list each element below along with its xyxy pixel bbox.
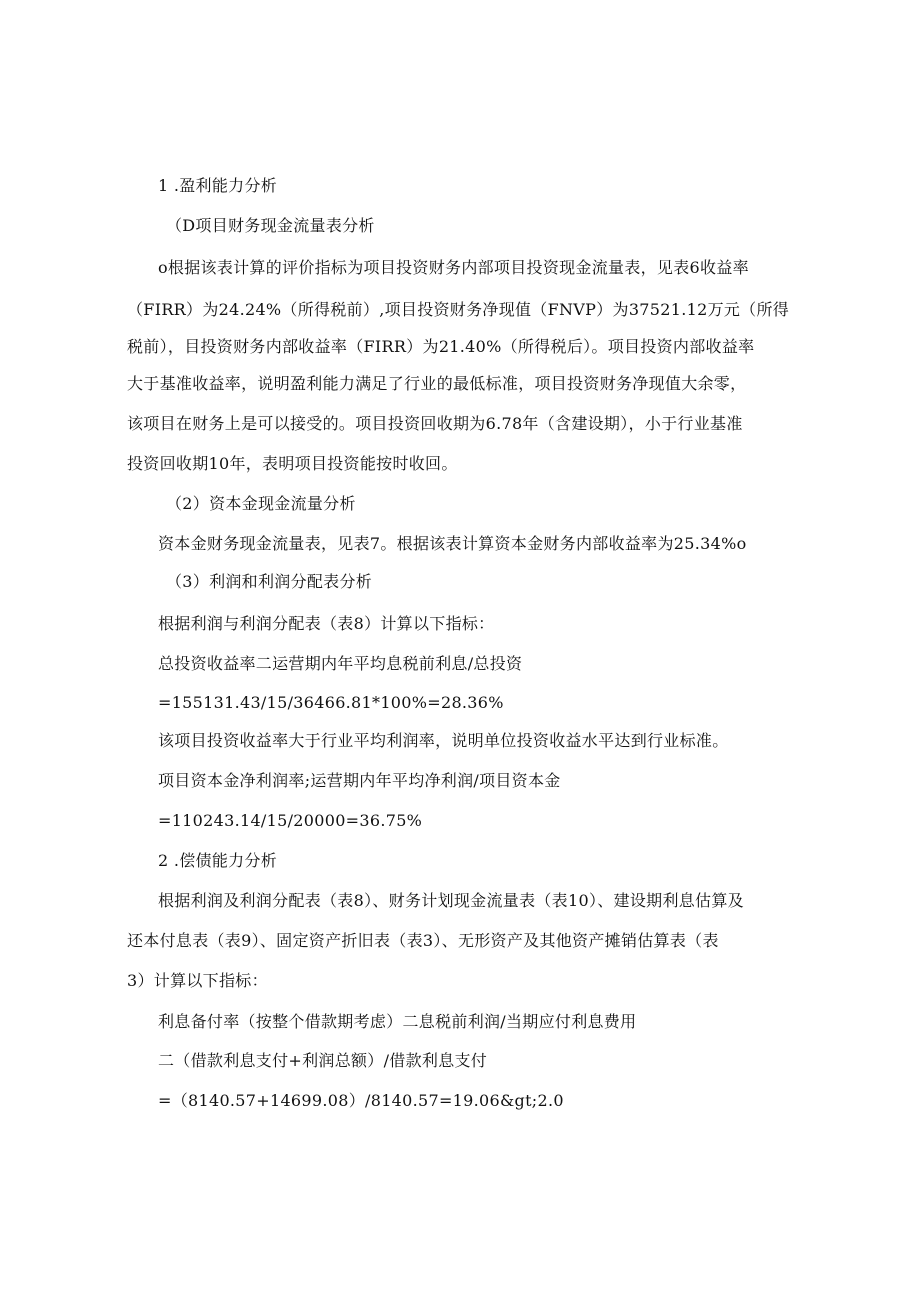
section-heading-solvency: 2 .偿债能力分析 xyxy=(158,851,278,870)
formula-line: =（8140.57+14699.08）/8140.57=19.06&gt;2.0 xyxy=(158,1091,564,1110)
formula-line: 总投资收益率二运营期内年平均息税前利息/总投资 xyxy=(158,654,523,673)
section-heading-profitability: 1 .盈利能力分析 xyxy=(158,176,278,195)
paragraph-line: 税前），目投资财务内部收益率（FIRR）为21.40%（所得税后）。项目投资内部收益率 xyxy=(127,337,755,356)
formula-line: 项目资本金净利润率;运营期内年平均净利润/项目资本金 xyxy=(158,771,561,790)
paragraph-line: 3）计算以下指标： xyxy=(127,971,268,990)
paragraph-line: o根据该表计算的评价指标为项目投资财务内部项目投资现金流量表，见表6收益率 xyxy=(158,258,749,277)
paragraph-line: 资本金财务现金流量表，见表7。根据该表计算资本金财务内部收益率为25.34%o xyxy=(158,534,747,553)
formula-line: =155131.43/15/36466.81*100%=28.36% xyxy=(158,693,504,712)
paragraph-line: 还本付息表（表9）、固定资产折旧表（表3）、无形资产及其他资产摊销估算表（表 xyxy=(127,931,719,950)
formula-line: =110243.14/15/20000=36.75% xyxy=(158,811,423,830)
paragraph-line: 根据利润与利润分配表（表8）计算以下指标： xyxy=(158,614,495,633)
paragraph-line: 大于基准收益率，说明盈利能力满足了行业的最低标准，项目投资财务净现值大余零， xyxy=(127,374,747,393)
paragraph-line: 投资回收期10年，表明项目投资能按时收回。 xyxy=(127,454,458,473)
paragraph-line: （FIRR）为24.24%（所得税前）,项目投资财务净现值（FNVP）为37521.12万元（所得 xyxy=(127,300,790,319)
formula-line: 利息备付率（按整个借款期考虑）二息税前利润/当期应付利息费用 xyxy=(158,1012,637,1031)
paragraph-line: 根据利润及利润分配表（表8）、财务计划现金流量表（表10）、建设期利息估算及 xyxy=(158,891,744,910)
subsection-heading-capital: （2）资本金现金流量分析 xyxy=(166,494,356,513)
formula-line: 二（借款利息支付+利润总额）/借款利息支付 xyxy=(158,1051,488,1070)
subsection-heading-profit-distribution: （3）利润和利润分配表分析 xyxy=(166,572,373,591)
paragraph-line: 该项目投资收益率大于行业平均利润率，说明单位投资收益水平达到行业标准。 xyxy=(158,731,729,750)
subsection-heading-cashflow: （D项目财务现金流量表分析 xyxy=(166,216,375,235)
paragraph-line: 该项目在财务上是可以接受的。项目投资回收期为6.78年（含建设期），小于行业基准 xyxy=(127,414,743,433)
